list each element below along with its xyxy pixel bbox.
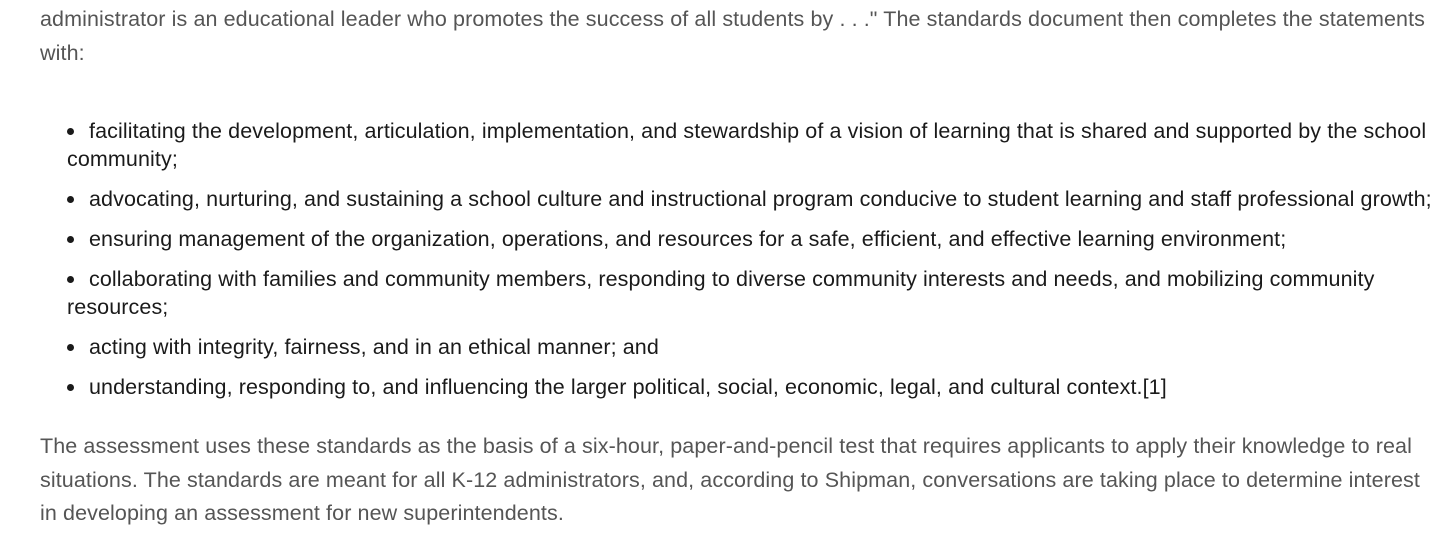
list-item-text: understanding, responding to, and influencing the larger political, social, economic, legal, and cultural context.[1]	[89, 375, 1167, 399]
bullet-icon	[67, 276, 74, 283]
article-body	[40, 0, 1436, 531]
intro-paragraph: administrator is an educational leader who promotes the success of all students by . . ." The standards document then completes the statements with:	[40, 7, 1426, 65]
bullet-icon	[67, 236, 74, 243]
list-item-text: advocating, nurturing, and sustaining a school culture and instructional program conducive to student learning and staff professional growth;	[89, 187, 1432, 211]
list-item	[67, 117, 1436, 173]
bullet-icon	[67, 128, 74, 135]
standards-list	[40, 117, 1436, 401]
list-item-text: facilitating the development, articulation, implementation, and stewardship of a vision of learning that is shared and supported by the school community;	[67, 119, 1427, 171]
list-item	[67, 265, 1436, 321]
bullet-icon	[67, 384, 74, 391]
list-item	[67, 185, 1436, 213]
list-item	[67, 373, 1436, 401]
list-item-text: collaborating with families and community members, responding to diverse community interests and needs, and mobilizing community resources;	[67, 267, 1375, 319]
list-item-text: ensuring management of the organization, operations, and resources for a safe, efficient, and effective learning environment;	[89, 227, 1287, 251]
bullet-icon	[67, 344, 74, 351]
list-item-text: acting with integrity, fairness, and in an ethical manner; and	[89, 335, 659, 359]
list-item	[67, 225, 1436, 253]
closing-paragraph: The assessment uses these standards as the basis of a six-hour, paper-and-pencil test that requires applicants to apply their knowledge to real situations. The standards are meant for all K-12 administrators, and, according to Shipman, conversations are taking place to determine interest in developing an assessment for new superintendents.	[40, 434, 1420, 525]
bullet-icon	[67, 196, 74, 203]
list-item	[67, 333, 1436, 361]
